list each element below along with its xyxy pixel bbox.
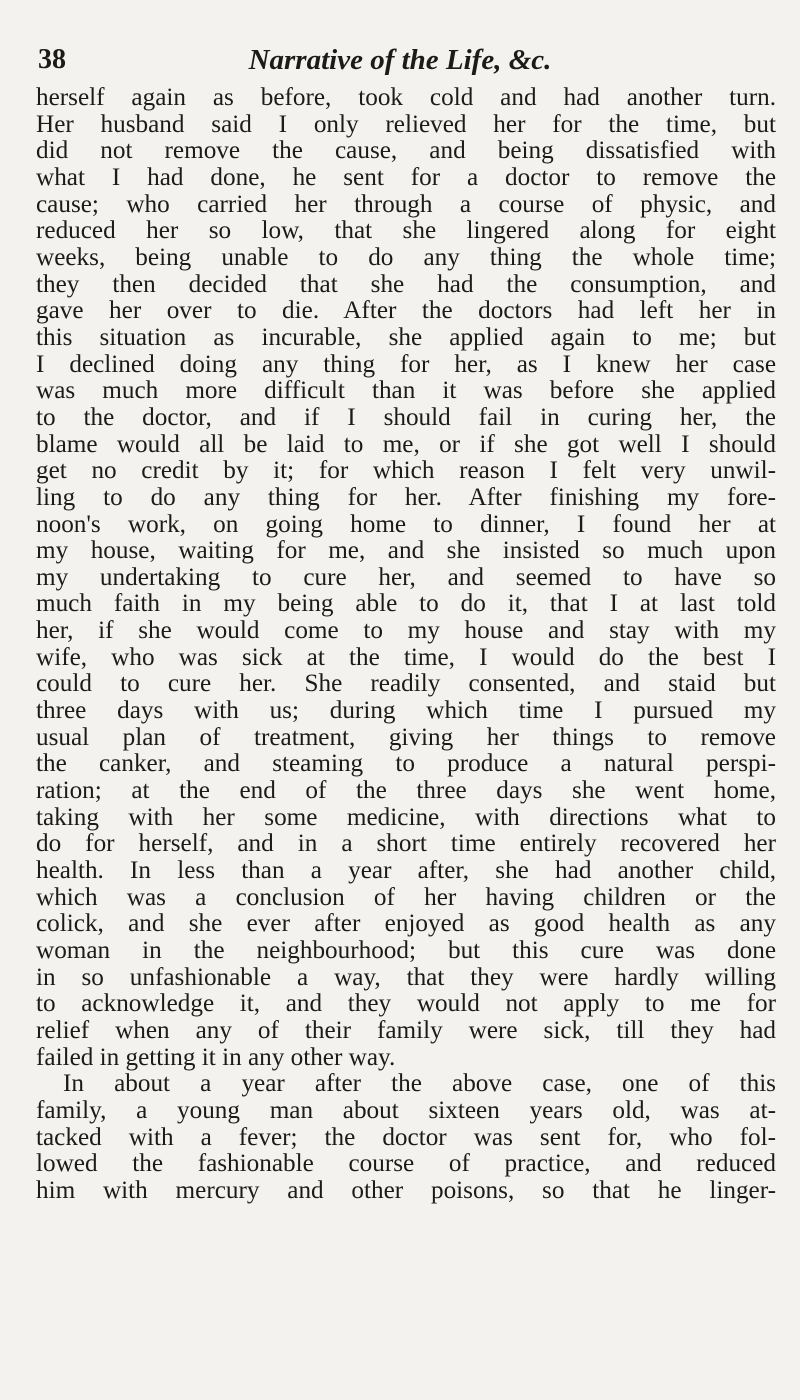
text-line: what I had done, he sent for a doctor to remove the — [36, 163, 776, 191]
text-line: my house, waiting for me, and she insisted so much upon — [36, 537, 776, 565]
text-line: cause; who carried her through a course of physic, and — [36, 190, 776, 218]
text-line: health. In less than a year after, she had another child, — [36, 857, 776, 885]
text-line: this situation as incurable, she applied again to me; but — [36, 323, 776, 351]
text-line: I declined doing any thing for her, as I knew her case — [36, 350, 776, 378]
text-line: which was a conclusion of her having children or the — [36, 883, 776, 911]
text-line: gave her over to die. After the doctors had left her in — [36, 297, 776, 325]
text-line: her, if she would come to my house and stay with my — [36, 617, 776, 645]
text-line: was much more difficult than it was before she applied — [36, 377, 776, 405]
running-head: Narrative of the Life, &c. — [248, 44, 552, 76]
text-line: to the doctor, and if I should fail in curing her, the — [36, 403, 776, 431]
text-line: in so unfashionable a way, that they were hardly willing — [36, 963, 776, 991]
text-line: my undertaking to cure her, and seemed to have so — [36, 563, 776, 591]
text-line: lowed the fashionable course of practice, and reduced — [36, 1150, 776, 1178]
text-line: ling to do any thing for her. After finishing my fore- — [36, 483, 776, 511]
text-line: blame would all be laid to me, or if she got well I should — [36, 430, 776, 458]
text-line: wife, who was sick at the time, I would do the best I — [36, 643, 776, 671]
text-line: taking with her some medicine, with directions what to — [36, 803, 776, 831]
text-line: Her husband said I only relieved her for the time, but — [36, 110, 776, 138]
text-line: family, a young man about sixteen years old, was at- — [36, 1096, 776, 1124]
text-line: relief when any of their family were sick, till they had — [36, 1016, 776, 1044]
text-line: ration; at the end of the three days she went home, — [36, 777, 776, 805]
text-line: do for herself, and in a short time entirely recovered her — [36, 830, 776, 858]
text-line: to acknowledge it, and they would not apply to me for — [36, 990, 776, 1018]
page-number: 38 — [38, 44, 66, 75]
text-line: get no credit by it; for which reason I felt very unwil- — [36, 457, 776, 485]
body-text — [36, 85, 776, 1205]
text-line: could to cure her. She readily consented, and staid but — [36, 670, 776, 698]
paragraph-end-line: failed in getting it in any other way. — [36, 1043, 396, 1071]
page-header — [38, 44, 762, 84]
text-line: woman in the neighbourhood; but this cure was done — [36, 937, 776, 964]
text-line: him with mercury and other poisons, so that he linger- — [36, 1176, 776, 1204]
text-line: reduced her so low, that she lingered along for eight — [36, 217, 776, 245]
text-line: tacked with a fever; the doctor was sent for, who fol- — [36, 1123, 776, 1151]
text-line: weeks, being unable to do any thing the whole time; — [36, 243, 776, 271]
text-line: did not remove the cause, and being dissatisfied with — [36, 137, 776, 165]
text-line: three days with us; during which time I pursued my — [36, 697, 776, 725]
paragraph-start-line: In about a year after the above case, one of this — [63, 1070, 776, 1098]
text-line: they then decided that she had the consumption, and — [36, 270, 776, 298]
text-line: noon's work, on going home to dinner, I found her at — [36, 510, 776, 538]
text-line: much faith in my being able to do it, that I at last told — [36, 590, 776, 618]
text-line: herself again as before, took cold and had another turn. — [36, 84, 776, 111]
text-line: colick, and she ever after enjoyed as good health as any — [36, 910, 776, 938]
text-line: the canker, and steaming to produce a natural perspi- — [36, 750, 776, 778]
text-line: usual plan of treatment, giving her things to remove — [36, 723, 776, 751]
